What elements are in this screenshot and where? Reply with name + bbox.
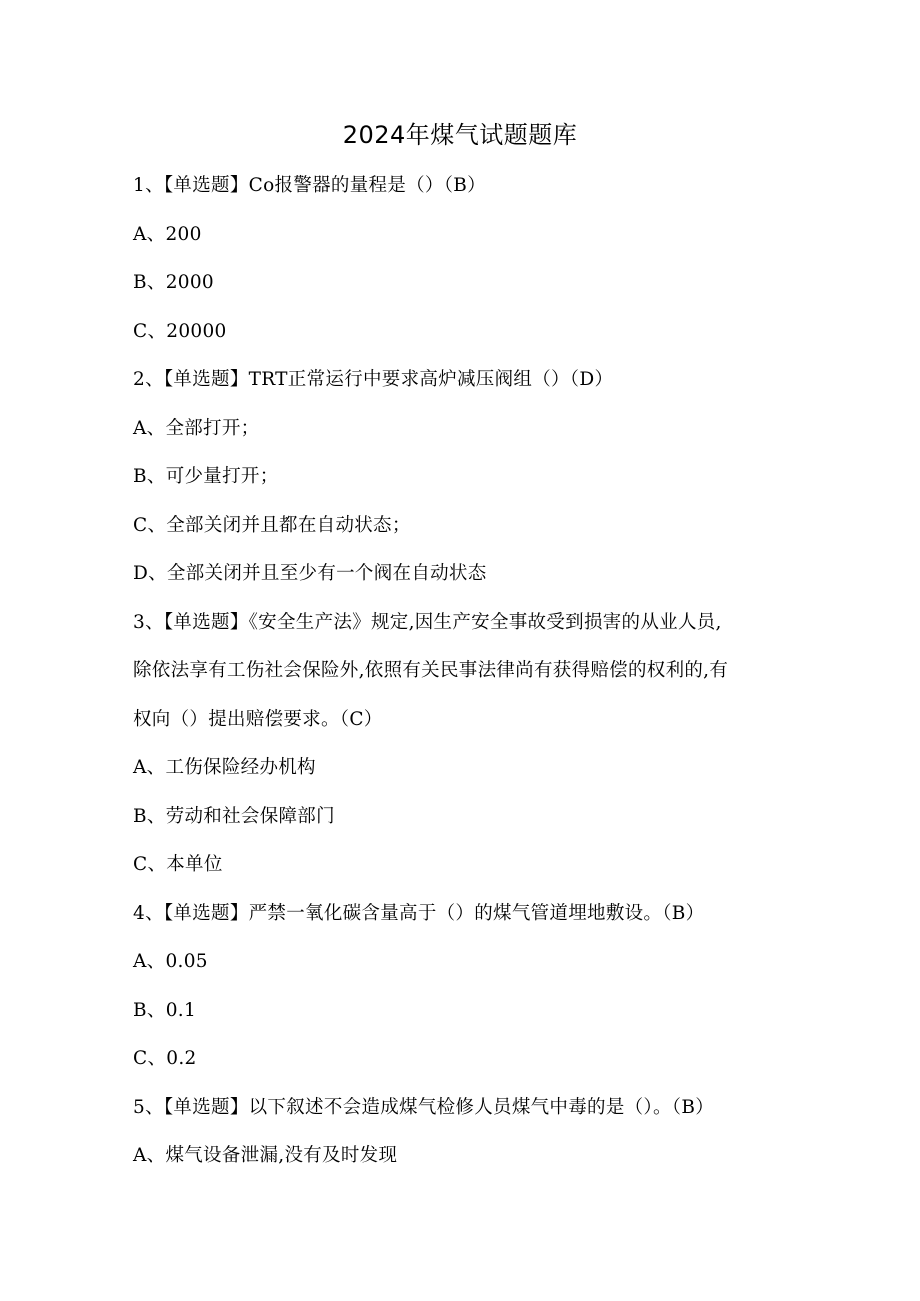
text-line: B、0.1 [133,999,197,1021]
text-line: 除依法享有工伤社会保险外,依照有关民事法律尚有获得赔偿的权利的,有 [133,660,729,681]
text-line: 权向（）提出赔偿要求。（C） [133,708,383,730]
text-line: D、全部关闭并且至少有一个阀在自动状态 [133,563,487,584]
text-line: C、本单位 [133,854,223,875]
text-line: B、可少量打开； [133,466,279,487]
question-list [133,170,783,1189]
document-title: 2024年煤气试题题库 [342,121,578,149]
text-line: 5、【单选题】以下叙述不会造成煤气检修人员煤气中毒的是（）。（B） [133,1096,715,1118]
text-line: C、全部关闭并且都在自动状态； [133,514,411,536]
text-line: A、煤气设备泄漏,没有及时发现 [133,1145,398,1166]
text-line: 3、【单选题】《安全生产法》规定,因生产安全事故受到损害的从业人员, [133,611,722,633]
text-line: A、全部打开； [133,417,260,439]
text-line: B、劳动和社会保障部门 [133,805,335,827]
text-line: A、工伤保险经办机构 [133,757,316,778]
text-line: 4、【单选题】严禁一氧化碳含量高于（）的煤气管道埋地敷设。（B） [133,902,705,924]
text-line: C、0.2 [133,1048,197,1069]
text-line: B、2000 [133,272,214,293]
text-line: 2、【单选题】TRT正常运行中要求高炉减压阀组（）（D） [133,369,614,390]
text-line: C、20000 [133,320,227,342]
text-line: A、200 [133,223,202,245]
text-line: A、0.05 [133,951,208,972]
text-line: 1、【单选题】Co报警器的量程是（）（B） [133,175,486,196]
